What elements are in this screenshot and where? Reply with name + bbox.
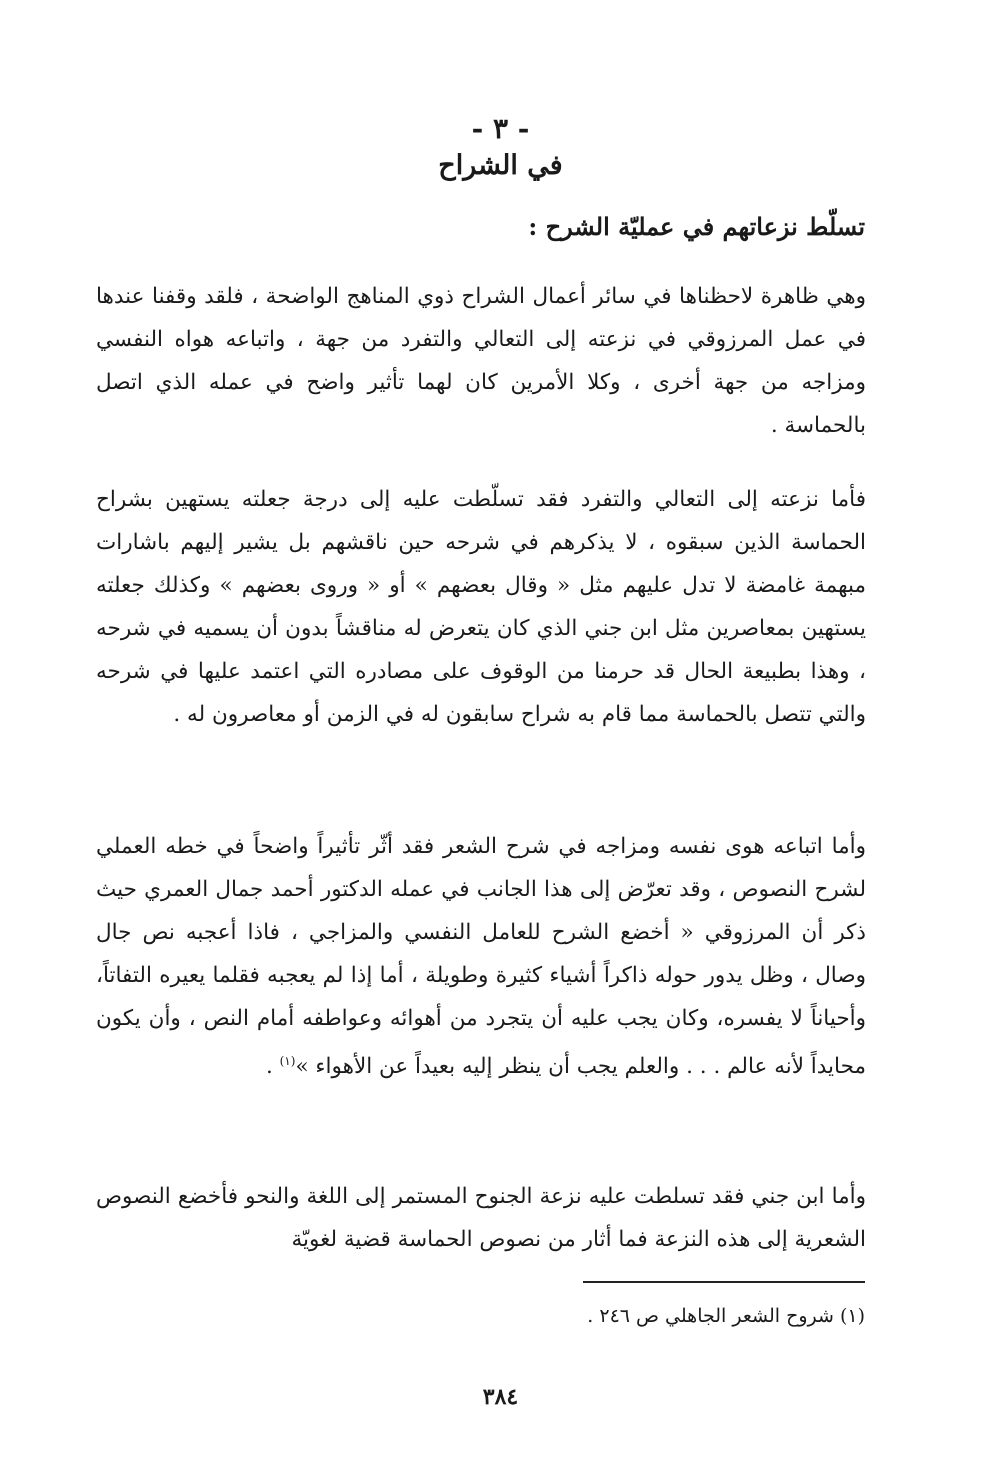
paragraph-4: وأما ابن جني فقد تسلطت عليه نزعة الجنوح المستمر إلى اللغة والنحو فأخضع النصوص الشعرية إلى هذه النزعة فما أثار من نصوص الحماسة قضية لغويّة [96, 1184, 866, 1252]
section-title: في الشراح [438, 150, 563, 181]
footnote-divider [583, 1281, 865, 1283]
paragraph-3-ending: . [265, 1054, 280, 1080]
subheading: تسلّط نزعاتهم في عمليّة الشرح : [528, 212, 865, 241]
section-number: - ٣ - [471, 112, 530, 145]
footnote-reference[interactable]: (١) [279, 1054, 296, 1068]
paragraph-2: فأما نزعته إلى التعالي والتفرد فقد تسلّطت عليه إلى درجة جعلته يستهين بشراح الحماسة الذين سبقوه ، لا يذكرهم في شرحه حين ناقشهم بل يشير إليهم باشارات مبهمة غامضة لا تدل عليهم مثل « وقال بعضهم » أو « وروى بعضهم » وكذلك جعلته يستهين بمعاصرين مثل ابن جني الذي كان يتعرض له مناقشاً بدون أن يسميه في شرحه ، وهذا بطبيعة الحال قد حرمنا من الوقوف على مصادره التي اعتمد عليها في شرحه والتي تتصل بالحماسة مما قام به شراح سابقون له في الزمن أو معاصرون له . [96, 487, 866, 727]
page-number: ٣٨٤ [482, 1384, 519, 1410]
paragraph-1: وهي ظاهرة لاحظناها في سائر أعمال الشراح ذوي المناهج الواضحة ، فلقد وقفنا عندها في عمل المرزوقي في نزعته إلى التعالي والتفرد من جهة ، واتباعه هواه النفسي ومزاجه من جهة أخرى ، وكلا الأمرين كان لهما تأثير واضح في عمله الذي اتصل بالحماسة . [96, 284, 866, 438]
footnote: (١) شروح الشعر الجاهلي ص ٢٤٦ . [587, 1305, 865, 1327]
paragraph-3 [96, 825, 906, 1088]
paragraph-3-text: وأما اتباعه هوى نفسه ومزاجه في شرح الشعر فقد أثّر تأثيراً واضحاً في خطه العملي لشرح النصوص ، وقد تعرّض إلى هذا الجانب في عمله الدكتور أحمد جمال العمري حيث ذكر أن المرزوقي « أخضع الشرح للعامل النفسي والمزاجي ، فاذا أعجبه نص جال وصال ، وظل يدور حوله ذاكراً أشياء كثيرة وطويلة ، أما إذا لم يعجبه فقلما يعيره التفاتاً، وأحياناً لا يفسره، وكان يجب عليه أن يتجرد من أهوائه وعواطفه أمام النص ، وأن يكون محايداً لأنه عالم . . . والعلم يجب أن ينظر إليه بعيداً عن الأهواء » [96, 834, 866, 1080]
